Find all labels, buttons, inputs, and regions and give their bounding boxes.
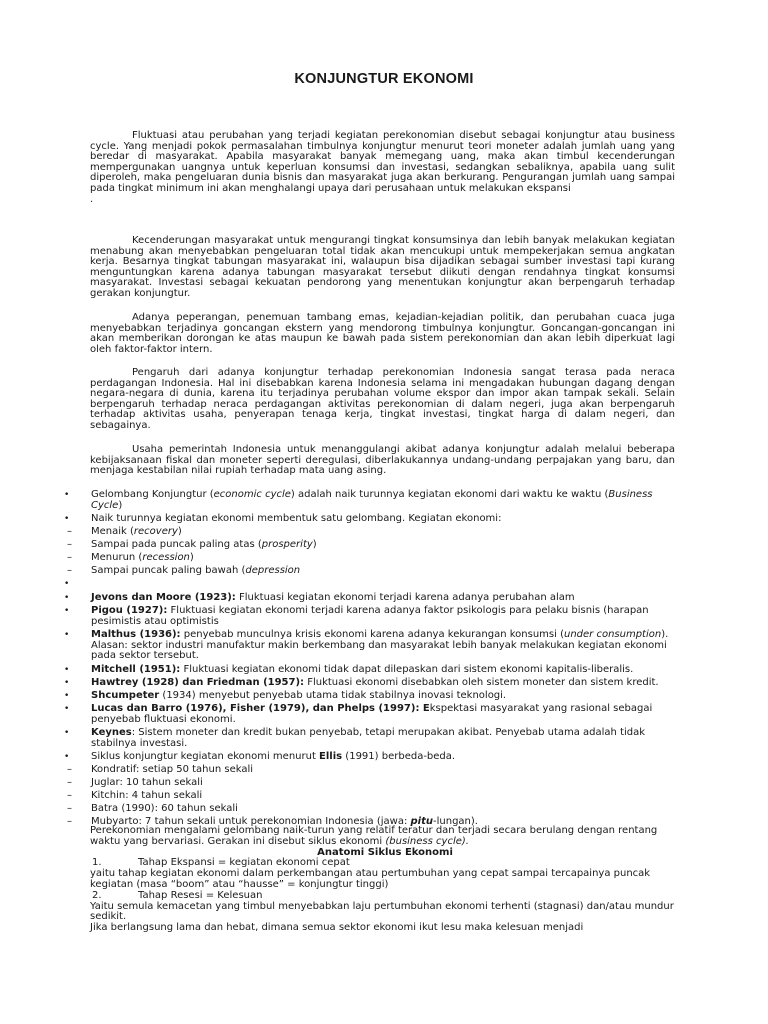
document-title: KONJUNGTUR EKONOMI xyxy=(294,71,474,87)
bullet-icon: • xyxy=(64,751,70,762)
list-item xyxy=(63,514,683,525)
dash-icon: – xyxy=(67,552,72,564)
list-item-text: Jevons dan Moore (1923): xyxy=(91,591,236,603)
bullet-icon: • xyxy=(64,514,70,524)
bullet-icon: • xyxy=(64,490,70,500)
list-item-text: Lucas dan Barro (1976), Fisher (1979), dan Phelps (1997): E xyxy=(91,702,430,714)
list-item-text: under consumption xyxy=(564,628,662,640)
dash-icon: – xyxy=(67,526,72,538)
dash-icon: – xyxy=(67,763,72,775)
paragraph-5: Usaha pemerintah Indonesia untuk menanggulangi akibat adanya konjungtur adalah melalui beberapa kebijaksanaan fiskal dan moneter seperti deregulasi, diberlakukannya undang-undang perpajakan yang baru, dan menjaga kestabilan nilai rupiah terhadap mata uang asing. xyxy=(90,444,675,477)
list-item-text: penyebab munculnya krisis ekonomi karena adanya kekurangan konsumsi ( xyxy=(180,628,564,640)
list-item-text: Pigou (1927): xyxy=(91,604,168,616)
list-item xyxy=(63,606,683,628)
bullet-icon: • xyxy=(64,690,70,701)
list-item-text: kspektasi masyarakat yang rasional sebagai penyebab fluktuasi ekonomi. xyxy=(91,702,653,725)
list-item xyxy=(63,665,683,676)
dash-icon: – xyxy=(67,777,72,789)
list-item-text: Fluktuasi kegiatan ekonomi terjadi karena adanya perubahan alam xyxy=(235,591,575,603)
list-item-text: recession xyxy=(142,552,190,564)
list-item-text: Shcumpeter xyxy=(91,689,160,701)
list-item-text: Kondratif: setiap 50 tahun sekali xyxy=(91,763,254,775)
dash-icon: – xyxy=(67,790,72,802)
dash-icon: – xyxy=(67,565,72,577)
section-heading: Anatomi Siklus Ekonomi xyxy=(317,846,453,858)
list-item-text: ) xyxy=(189,552,194,564)
list-item-text: ) adalah naik turunnya kegiatan ekonomi dari waktu ke waktu ( xyxy=(290,489,609,500)
list-item-text: Menaik ( xyxy=(91,526,134,538)
list-item-text: Sampai pada puncak paling atas ( xyxy=(91,539,262,551)
list-item xyxy=(63,540,683,551)
list-item xyxy=(63,490,683,512)
dash-icon: – xyxy=(67,539,72,551)
list-item-text: Keynes xyxy=(91,726,132,738)
list-item-text: Kitchin: 4 tahun sekali xyxy=(91,790,203,802)
list-item xyxy=(63,691,683,702)
list-item xyxy=(63,791,683,802)
list-item-text: (1934) menyebut penyebab utama tidak stabilnya inovasi teknologi. xyxy=(159,689,507,701)
step-1-text: yaitu tahap kegiatan ekonomi dalam perkembangan atau pertumbuhan yang cepat sampai tercapainya puncak kegiatan (masa “boom” atau “hausse” = konjungtur tinggi) xyxy=(90,868,651,890)
list-item-text: Menurun ( xyxy=(91,552,143,564)
list-item-text: : Sistem moneter dan kredit bukan penyebab, tetapi merupakan akibat. Penyebab utama adalah tidak stabilnya investasi. xyxy=(91,726,646,749)
paragraph-1: Fluktuasi atau perubahan yang terjadi kegiatan perekonomian disebut sebagai konjungtur atau business cycle. Yang menjadi pokok permasalahan timbulnya konjungtur menurut teori moneter adalah jumlah uang yang beredar di masyarakat. Apabila masyarakat banyak memegang uang, maka akan timbul kecenderungan mempergunakan uangnya untuk keperluan konsumsi dan investasi, sedangkan sebaliknya, apabila uang sulit diperoleh, maka pengeluaran dunia bisnis dan masyarakat juga akan berkurang. Pengurangan jumlah uang sampai pada tingkat minimum ini akan menghalangi upaya dari perusahaan untuk melakukan ekspansi . xyxy=(90,130,675,205)
bullet-icon: • xyxy=(64,605,70,616)
list-item-text: ) xyxy=(118,499,123,511)
list-item xyxy=(63,527,683,538)
step-2-heading: 2. Tahap Resesi = Kelesuan xyxy=(92,889,263,901)
list-item-text: Sampai puncak paling bawah ( xyxy=(91,565,246,577)
dash-icon: – xyxy=(67,803,72,815)
list-item xyxy=(63,704,683,726)
list-item xyxy=(63,630,683,663)
step-1-heading: 1. Tahap Ekspansi = kegiatan ekonomi cepat xyxy=(92,857,350,869)
list-item-text: Batra (1990): 60 tahun sekali xyxy=(91,803,238,815)
step-2-text: Yaitu semula kemacetan yang timbul menyebabkan laju pertumbuhan ekonomi terhenti (stagnasi) dan/atau mundur sedikit. xyxy=(90,900,674,923)
list-item-text: Business Cycle xyxy=(91,489,653,511)
list-item-text: Fluktuasi kegiatan ekonomi tidak dapat dilepaskan dari sistem ekonomi kapitalis-liberalis. xyxy=(180,663,634,675)
list-item-text: Ellis xyxy=(319,750,343,762)
list-item-text: ). Alasan: sektor industri manufaktur makin berkembang dan masyarakat lebih banyak melakukan kegiatan ekonomi pada sektor tersebut. xyxy=(91,628,669,662)
list-item-text: ) xyxy=(312,539,317,551)
list-item xyxy=(63,752,683,763)
list-item-text: Juglar: 10 tahun sekali xyxy=(91,777,203,789)
list-item-text: ) xyxy=(177,526,182,538)
list-item-text: Gelombang Konjungtur ( xyxy=(91,489,214,500)
list-item-text: Hawtrey (1928) dan Friedman (1957): xyxy=(91,676,305,688)
list-item-text: Mitchell (1951): xyxy=(91,663,181,675)
bullet-icon: • xyxy=(64,579,70,590)
list-item-text: (1991) berbeda-beda. xyxy=(342,750,456,762)
bullet-icon: • xyxy=(64,592,70,603)
list-item xyxy=(63,765,683,776)
list-item xyxy=(63,778,683,789)
list-item xyxy=(63,553,683,564)
list-item xyxy=(63,678,683,689)
list-item-text: depression xyxy=(245,565,301,577)
bullet-icon: • xyxy=(64,664,70,675)
paragraph-2: Kecenderungan masyarakat untuk mengurangi tingkat konsumsinya dan lebih banyak melakukan kegiatan menabung akan menyebabkan pengeluaran total tidak akan mencukupi untuk mempekerjakan semua angkatan kerja. Besarnya tingkat tabungan masyarakat ini, walaupun bisa dijadikan sebagai sumber investasi tapi kurang menguntungkan karena adanya tabungan masyarakat tersebut diikuti dengan rendahnya tingkat konsumsi masyarakat. Investasi sebagai kekuatan pendorong yang menentukan konjungtur akan berpengaruh terhadap gerakan konjungtur. xyxy=(90,235,675,299)
list-item xyxy=(63,593,683,604)
paragraph-3: Adanya peperangan, penemuan tambang emas, kejadian-kejadian politik, dan perubahan cuaca juga menyebabkan terjadinya goncangan ekstern yang mendorong timbulnya konjungtur. Goncangan-goncangan ini akan memberikan dorongan ke atas maupun ke bawah pada sistem perekonomian dan akan lebih diperkuat lagi oleh faktor-faktor intern. xyxy=(90,312,675,355)
list-item-text: Siklus konjungtur kegiatan ekonomi menurut xyxy=(91,750,320,762)
anatomy-section xyxy=(90,826,680,934)
list-item-text: Mubyarto: 7 tahun sekali untuk perekonomian Indonesia (jawa: xyxy=(91,816,411,828)
list-item-text: -lungan). xyxy=(433,816,478,828)
list-item-text: prosperity xyxy=(261,539,313,551)
list-item xyxy=(63,579,683,590)
list-item-text: Naik turunnya kegiatan ekonomi membentuk satu gelombang. Kegiatan ekonomi: xyxy=(91,513,502,524)
bullet-icon: • xyxy=(64,677,70,688)
dash-icon: – xyxy=(67,816,72,828)
list-item xyxy=(63,728,683,750)
intro-text: Perekonomian mengalami gelombang naik-turun yang relatif teratur dan terjadi secara berulang dengan rentang waktu yang bervariasi. Gerakan ini disebut siklus ekonomi (business cycle). xyxy=(90,825,658,847)
bullet-icon: • xyxy=(64,727,70,738)
list-item xyxy=(63,804,683,815)
list-item-text: Malthus (1936): xyxy=(91,628,181,640)
list-item-text: Fluktuasi ekonomi disebabkan oleh sistem moneter dan sistem kredit. xyxy=(304,676,659,688)
list-item-text: Fluktuasi kegiatan ekonomi terjadi karena adanya faktor psikologis para pelaku bisnis (harapan pesimistis atau optimistis xyxy=(91,604,649,627)
list-item xyxy=(63,566,683,577)
list-item-text: pitu xyxy=(410,816,434,828)
list-item-text: economic cycle xyxy=(213,489,291,500)
step-2-more: Jika berlangsung lama dan hebat, dimana semua sektor ekonomi ikut lesu maka kelesuan menjadi xyxy=(90,922,584,934)
bullet-list xyxy=(63,490,683,830)
list-item-text: recovery xyxy=(133,526,178,538)
bullet-icon: • xyxy=(64,703,70,714)
bullet-icon: • xyxy=(64,629,70,640)
paragraph-4: Pengaruh dari adanya konjungtur terhadap perekonomian Indonesia sangat terasa pada neraca perdagangan Indonesia. Hal ini disebabkan karena Indonesia selama ini mengadakan hubungan dagang dengan negara-negara di dunia, karena itu terjadinya perubahan volume ekspor dan impor akan tampak sekali. Selain berpengaruh terhadap neraca perdagangan aktivitas perekonomian di dalam negeri, juga akan berpengaruh terhadap aktivitas usaha, penyerapan tenaga kerja, tingkat investasi, tingkat harga di dalam negeri, dan sebagainya. xyxy=(90,367,675,431)
